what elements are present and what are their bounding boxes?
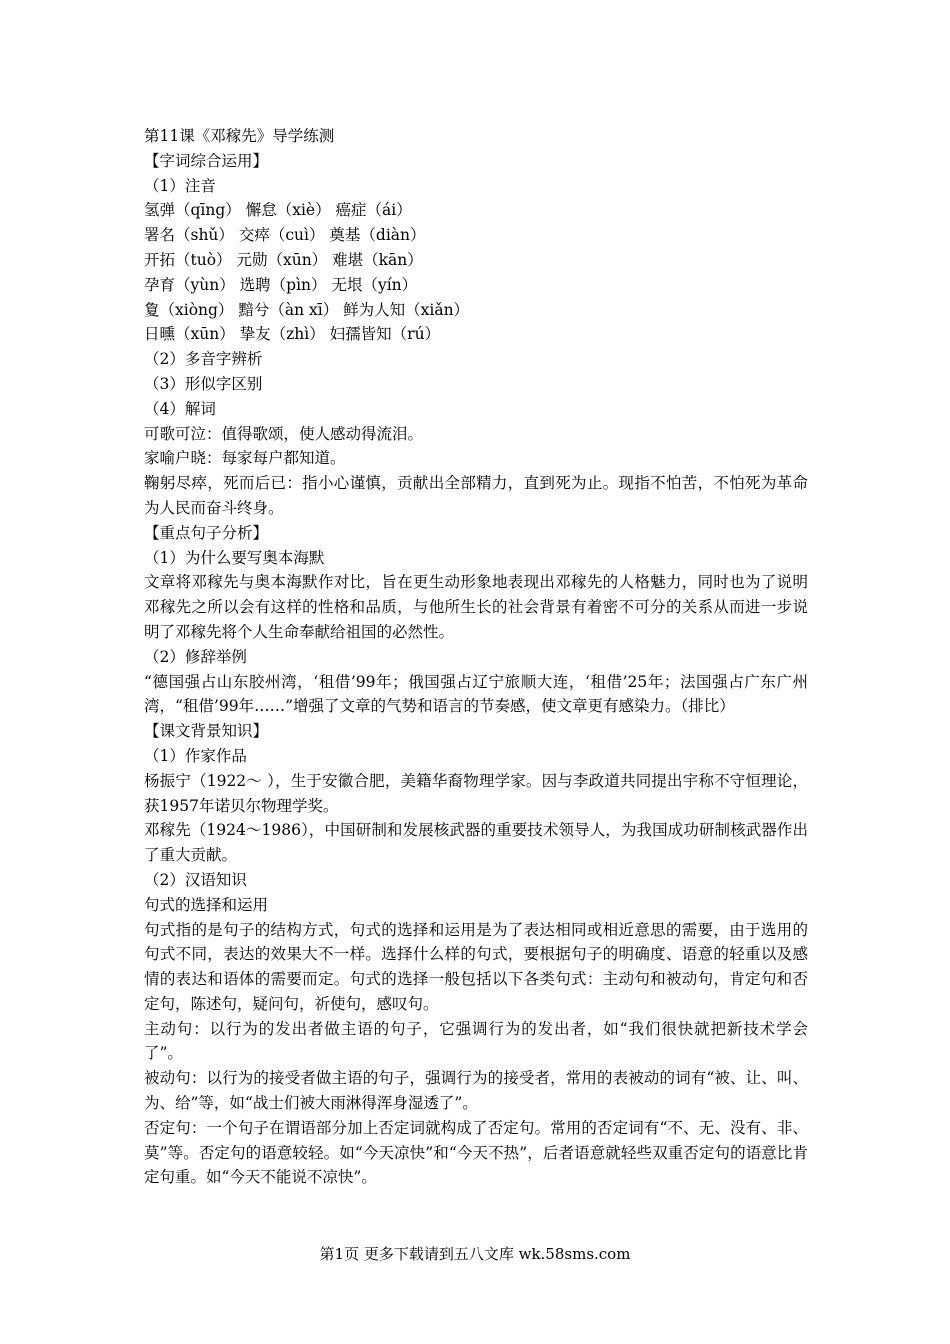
document-title: 第11课《邓稼先》导学练测 — [144, 127, 335, 145]
definition-item: 鞠躬尽瘁，死而后已：指小心谨慎，贡献出全部精力，直到死为止。现指不怕苦，不怕死为革命为人民而奋斗终身。 — [144, 474, 808, 517]
paragraph: 被动句：以行为的接受者做主语的句子，强调行为的接受者，常用的表被动的词有“被、让、叫、为、给”等，如“战士们被大雨淋得浑身湿透了”。 — [144, 1069, 808, 1113]
paragraph: 句式指的是句子的结构方式，句式的选择和运用是为了表达相同或相近意思的需要，由于选用的句式不同，表达的效果大不一样。选择什么样的句式，要根据句子的明确度、语意的轻重以及感情的表达和语体的需要而定。句式的选择一般包括以下各类句式：主动句和被动句，肯定句和否定句，陈述句，疑问句，祈使句，感叹句。 — [144, 920, 808, 1013]
pinyin-line: 夐（xiòng） 黯兮（àn xī） 鲜为人知（xiǎn） — [144, 300, 470, 319]
pinyin-line: 日曛（xūn） 挚友（zhì） 妇孺皆知（rú） — [144, 325, 441, 344]
subheading-chinese-knowledge: （2）汉语知识 — [144, 870, 247, 889]
topic-heading: 句式的选择和运用 — [144, 895, 269, 914]
paragraph: 主动句：以行为的发出者做主语的句子，它强调行为的发出者，如“我们很快就把新技术学会了”。 — [144, 1019, 808, 1063]
subheading-polyphones: （2）多音字辨析 — [144, 350, 263, 369]
document-body — [144, 124, 808, 1190]
section-heading-vocabulary: 【字词综合运用】 — [144, 151, 269, 170]
subheading-author-works: （1）作家作品 — [144, 746, 247, 765]
pinyin-line: 开拓（tuò） 元勋（xūn） 难堪（kān） — [144, 250, 423, 269]
section-heading-background: 【课文背景知识】 — [144, 722, 269, 741]
pinyin-line: 氢弹（qīng） 懈怠（xiè） 癌症（ái） — [144, 201, 412, 220]
subheading-oppenheimer: （1）为什么要写奥本海默 — [144, 548, 325, 567]
paragraph: 文章将邓稼先与奥本海默作对比，旨在更生动形象地表现出邓稼先的人格魅力，同时也为了说明邓稼先之所以会有这样的性格和品质，与他所生长的社会背景有着密不可分的关系从而进一步说明了邓稼先将个人生命奉献给祖国的必然性。 — [144, 573, 808, 641]
definition-item: 可歌可泣：值得歌颂，使人感动得流泪。 — [144, 424, 424, 443]
definition-item: 家喻户晓：每家每户都知道。 — [144, 449, 346, 468]
pinyin-line: 署名（shǔ） 交瘁（cuì） 奠基（diàn） — [144, 226, 426, 245]
subheading-rhetoric: （2）修辞举例 — [144, 647, 247, 666]
subheading-similar-chars: （3）形似字区别 — [144, 374, 263, 393]
subheading-pronunciation: （1）注音 — [144, 176, 216, 195]
paragraph: “德国强占山东胶州湾，‘租借’99年；俄国强占辽宁旅顺大连，‘租借’25年；法国强占广东广州湾，“租借’99年……”增强了文章的气势和语言的节奏感，使文章更有感染力。（排比） — [144, 672, 808, 716]
pinyin-line: 孕育（yùn） 选聘（pìn） 无垠（yín） — [144, 275, 418, 294]
page-footer: 第1页 更多下载请到五八文库 wk.58sms.com — [319, 1245, 631, 1263]
paragraph: 杨振宁（1922～ ），生于安徽合肥，美籍华裔物理学家。因与李政道共同提出宇称不守恒理论，获1957年诺贝尔物理学奖。 — [144, 771, 808, 815]
paragraph: 邓稼先（1924～1986），中国研制和发展核武器的重要技术领导人，为我国成功研制核武器作出了重大贡献。 — [144, 821, 808, 865]
paragraph: 否定句：一个句子在谓语部分加上否定词就构成了否定句。常用的否定词有“不、无、没有、非、莫”等。否定句的语意较轻。如“今天凉快”和“今天不热”，后者语意就轻些双重否定句的语意比肯定句重。如“今天不能说不凉快”。 — [144, 1118, 808, 1187]
section-heading-key-sentences: 【重点句子分析】 — [144, 523, 269, 542]
subheading-definitions: （4）解词 — [144, 399, 216, 418]
